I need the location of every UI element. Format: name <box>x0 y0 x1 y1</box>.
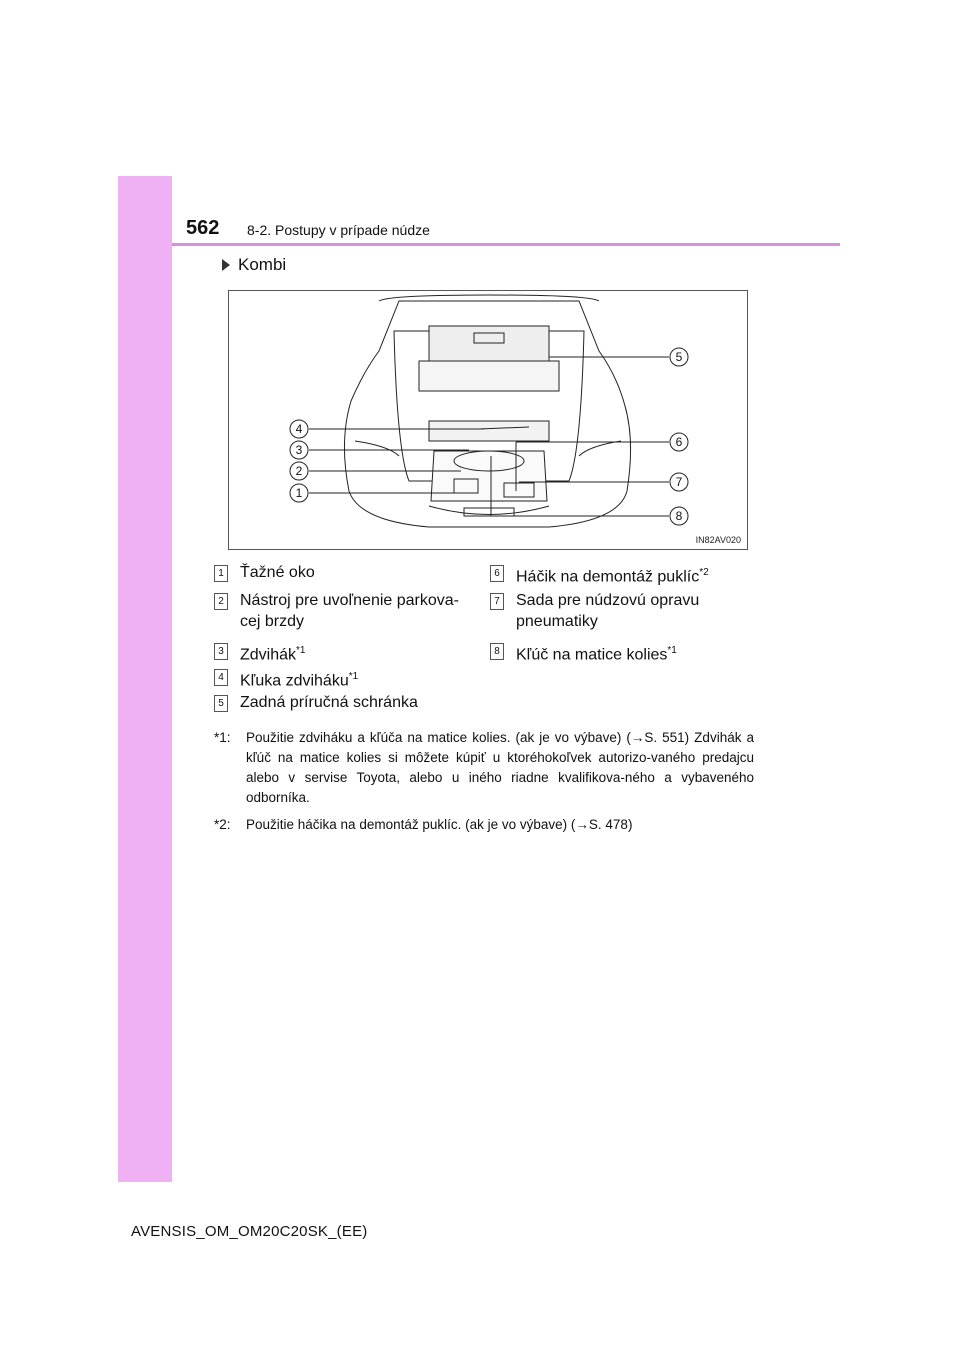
footnote-2: *2: Použitie háčika na demontáž puklíc. (ak je vo výbave) (→S. 478) <box>214 817 633 832</box>
legend-item-8: 8 Kľúč na matice kolies$^{*1}$ <box>490 640 677 665</box>
legend-item-5: 5 Zadná príručná schránka <box>214 692 418 713</box>
legend-item-1: 1 Ťažné oko <box>214 562 315 583</box>
footnote-1: *1: Použitie zdviháku a kľúča na matice kolies. (ak je vo výbave) (→S. 551) Zdvihák a kľúč na matice kolies si môžete kúpiť u ktoréhokoľvek autorizo-vaného predajcu alebo v servise Toyota, alebo u iného riadne kvalifikova-ného a vybaveného odborníka. <box>214 730 754 805</box>
callout-6: 6 <box>675 435 683 449</box>
triangle-bullet-icon <box>222 259 230 271</box>
callout-8: 8 <box>675 509 683 523</box>
sub-heading-label: Kombi <box>238 255 287 274</box>
sub-heading <box>222 255 286 275</box>
figure-code: IN82AV020 <box>695 535 741 545</box>
car-trunk-drawing <box>229 291 749 551</box>
legend-item-2: 2 Nástroj pre uvoľnenie parkova- cej brzdy <box>214 590 474 632</box>
header-rule <box>172 243 840 246</box>
legend-item-7: 7 Sada pre núdzovú opravu pneumatiky <box>490 590 699 632</box>
page-number: 562 <box>186 217 220 239</box>
trunk-illustration <box>228 290 748 550</box>
legend-item-4: 4 Kľuka zdviháku$^{*1}$ <box>214 666 358 691</box>
callout-7: 7 <box>675 475 683 489</box>
legend-item-3: 3 Zdvihák$^{*1}$ <box>214 640 305 665</box>
callout-2: 2 <box>295 464 303 478</box>
callout-4: 4 <box>295 422 303 436</box>
legend-item-6: 6 Háčik na demontáž puklíc$^{*2}$ <box>490 562 709 587</box>
sidebar-tab <box>118 176 172 1182</box>
section-title: 8-2. Postupy v prípade núdze <box>247 222 430 238</box>
callout-5: 5 <box>675 350 683 364</box>
document-code: AVENSIS_OM_OM20C20SK_(EE) <box>131 1223 368 1240</box>
callout-1: 1 <box>295 486 303 500</box>
callout-3: 3 <box>295 443 303 457</box>
